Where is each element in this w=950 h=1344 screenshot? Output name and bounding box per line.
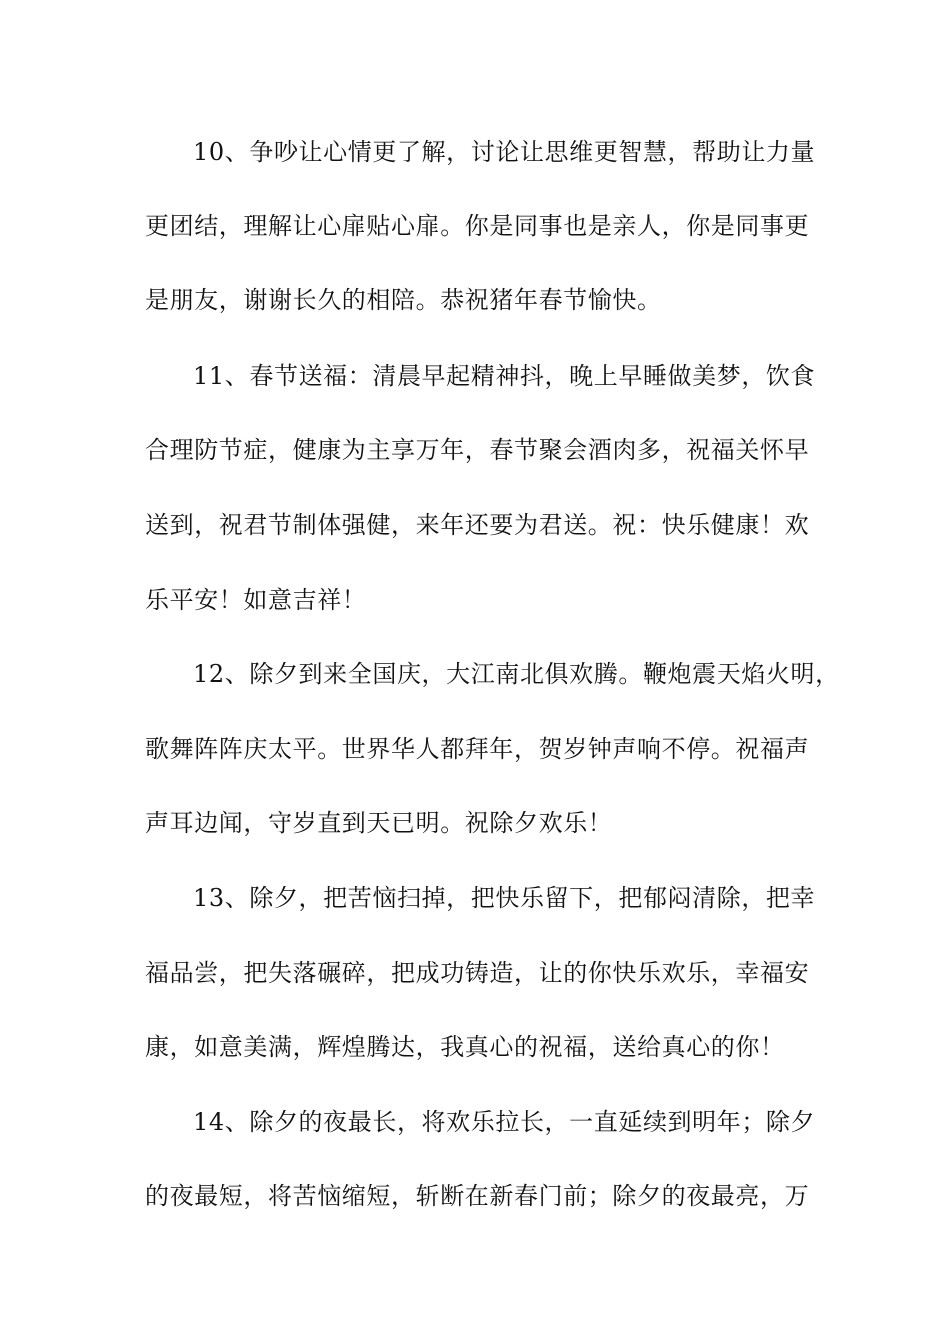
paragraph-10-line-2: 更团结，理解让心扉贴心扉。你是同事也是亲人，你是同事更: [145, 212, 810, 240]
paragraph-13-line-1: 13、除夕，把苦恼扫掉，把快乐留下，把郁闷清除，把幸: [193, 884, 816, 912]
paragraph-10-line-3: 是朋友，谢谢长久的相陪。恭祝猪年春节愉快。: [145, 286, 662, 314]
paragraph-12-line-1: 12、除夕到来全国庆，大江南北俱欢腾。鞭炮震天焰火明，: [193, 660, 840, 688]
paragraph-11-line-4: 乐平安！如意吉祥！: [145, 586, 367, 614]
paragraph-12-line-3: 声耳边闻，守岁直到天已明。祝除夕欢乐！: [145, 809, 613, 837]
paragraph-10-line-1: 10、争吵让心情更了解，讨论让思维更智慧，帮助让力量: [193, 138, 816, 166]
paragraph-11-line-2: 合理防节症，健康为主享万年，春节聚会酒肉多，祝福关怀早: [145, 436, 810, 464]
paragraph-11-line-3: 送到，祝君节制体强健，来年还要为君送。祝：快乐健康！欢: [145, 511, 810, 539]
paragraph-14-line-1: 14、除夕的夜最长，将欢乐拉长，一直延续到明年；除夕: [193, 1108, 816, 1136]
paragraph-13-line-3: 康，如意美满，辉煌腾达，我真心的祝福，送给真心的你！: [145, 1033, 785, 1061]
paragraph-11-line-1: 11、春节送福：清晨早起精神抖，晚上早睡做美梦，饮食: [193, 362, 816, 390]
paragraph-13-line-2: 福品尝，把失落碾碎，把成功铸造，让的你快乐欢乐，幸福安: [145, 959, 810, 987]
paragraph-14-line-2: 的夜最短，将苦恼缩短，斩断在新春门前；除夕的夜最亮，万: [145, 1182, 810, 1210]
paragraph-12-line-2: 歌舞阵阵庆太平。世界华人都拜年，贺岁钟声响不停。祝福声: [145, 735, 810, 763]
